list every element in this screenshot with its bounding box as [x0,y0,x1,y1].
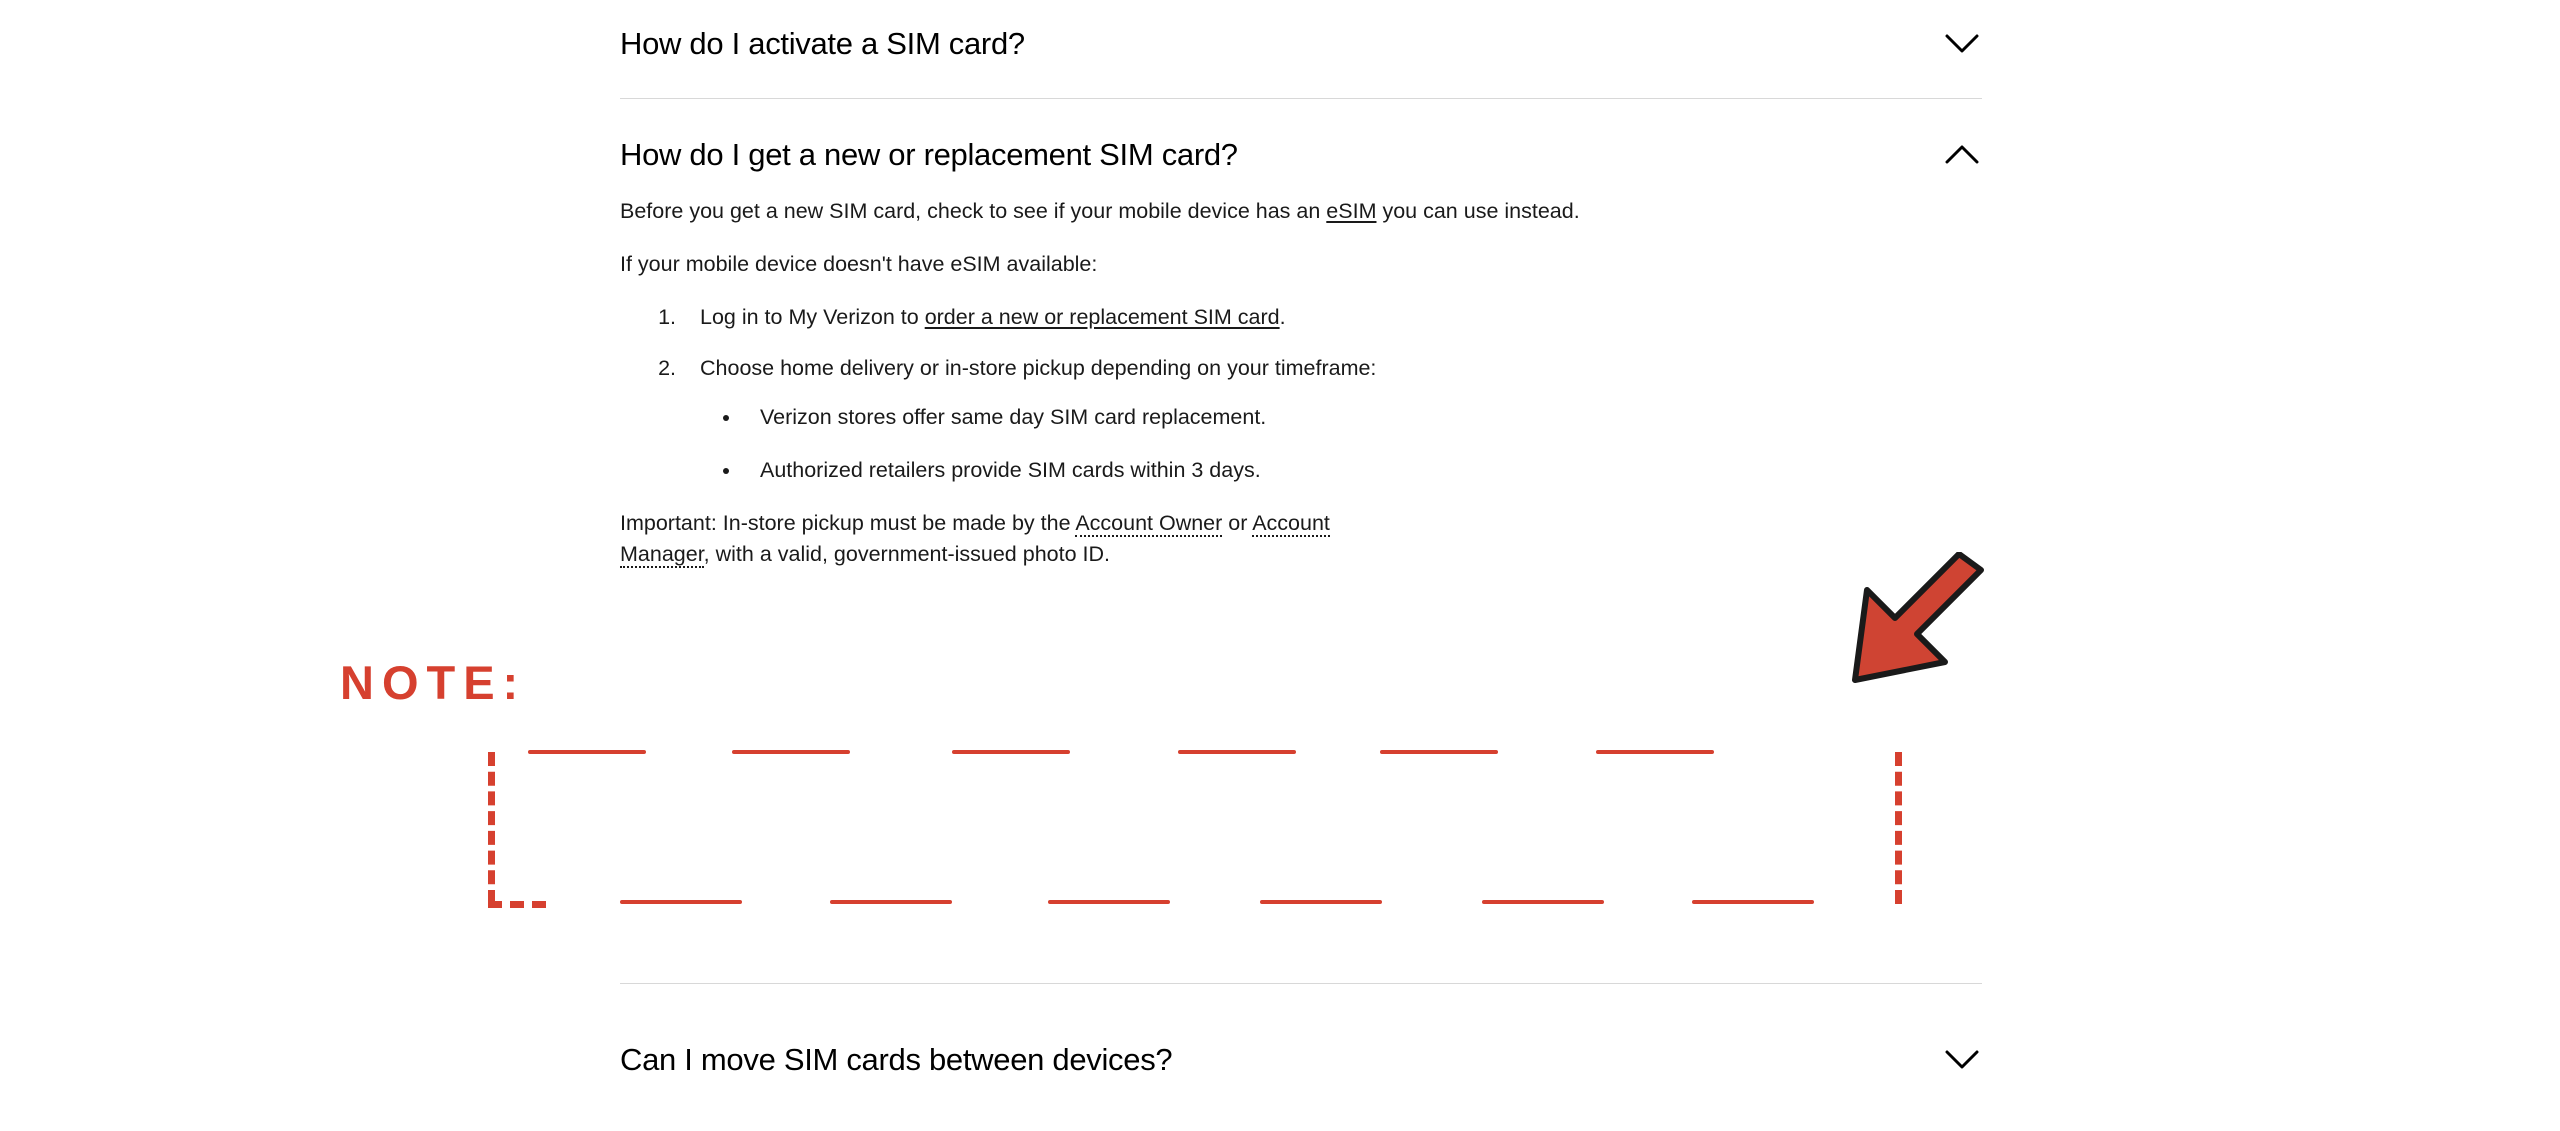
red-underline-marks-icon [528,750,646,754]
red-underline-marks-icon [732,750,850,754]
chevron-up-icon[interactable] [1942,135,1982,175]
dashed-rectangle-highlight-icon [1895,752,1902,904]
red-underline-marks-icon [1380,750,1498,754]
faq-divider [620,98,1982,99]
red-underline-marks-icon [1692,900,1814,904]
important-suffix-text: , with a valid, government-issued photo ID. [703,542,1110,566]
faq-item-new-replacement-sim[interactable] [620,135,1982,175]
order-sim-card-link[interactable]: order a new or replacement SIM card [924,305,1280,329]
important-middle-text: or [1222,511,1253,535]
account-manager-term[interactable]: Account Manager [620,511,1330,566]
red-underline-marks-icon [1596,750,1714,754]
important-note-paragraph [620,508,1420,570]
esim-link[interactable]: eSIM [1326,199,1377,223]
answer-intro-paragraph [620,196,1982,227]
arrow-pointing-down-left-icon [1795,552,1985,732]
dashed-rectangle-highlight-icon [488,752,495,904]
faq-question-label: How do I get a new or replacement SIM card? [620,137,1238,172]
intro-text-before-link: Before you get a new SIM card, check to see if your mobile device has an [620,199,1327,223]
faq-item-activate-sim[interactable] [620,24,1982,64]
step-text: Choose home delivery or in-store pickup depending on your timeframe: [700,356,1377,380]
red-underline-marks-icon [1048,900,1170,904]
list-item: • Verizon stores offer same day SIM card replacement. [742,402,1982,433]
faq-question-label: How do I activate a SIM card? [620,26,1025,61]
chevron-down-icon[interactable] [1942,24,1982,64]
faq-question-label: Can I move SIM cards between devices? [620,1042,1173,1077]
red-underline-marks-icon [1178,750,1296,754]
red-underline-marks-icon [1482,900,1604,904]
dashed-rectangle-highlight-icon [488,901,546,908]
account-owner-term[interactable]: Account Owner [1075,511,1223,535]
red-underline-marks-icon [830,900,952,904]
step-text-after-link: . [1279,305,1286,329]
faq-header-activate-sim[interactable] [620,24,1982,64]
list-item [682,353,1982,486]
red-underline-marks-icon [620,900,742,904]
list-item [682,302,1982,333]
answer-substeps-list [700,402,1982,486]
faq-header-new-replacement-sim[interactable] [620,135,1982,175]
answer-condition-paragraph: If your mobile device doesn't have eSIM available: [620,252,1098,276]
red-underline-marks-icon [952,750,1070,754]
faq-divider [620,983,1982,984]
chevron-down-icon[interactable] [1942,1040,1982,1080]
step-text-before-link: Log in to My Verizon to [700,305,925,329]
faq-header-move-sim-between-devices[interactable] [620,1040,1982,1080]
red-underline-marks-icon [1260,900,1382,904]
intro-text-after-link: you can use instead. [1376,199,1580,223]
list-item: • Authorized retailers provide SIM cards within 3 days. [742,455,1982,486]
important-prefix-text: Important: In-store pickup must be made by the [620,511,1076,535]
note-annotation-label: NOTE: [340,656,527,709]
faq-answer-new-replacement-sim [620,196,1982,592]
answer-steps-list [620,302,1982,486]
faq-item-move-sim-between-devices[interactable] [620,1040,1982,1080]
